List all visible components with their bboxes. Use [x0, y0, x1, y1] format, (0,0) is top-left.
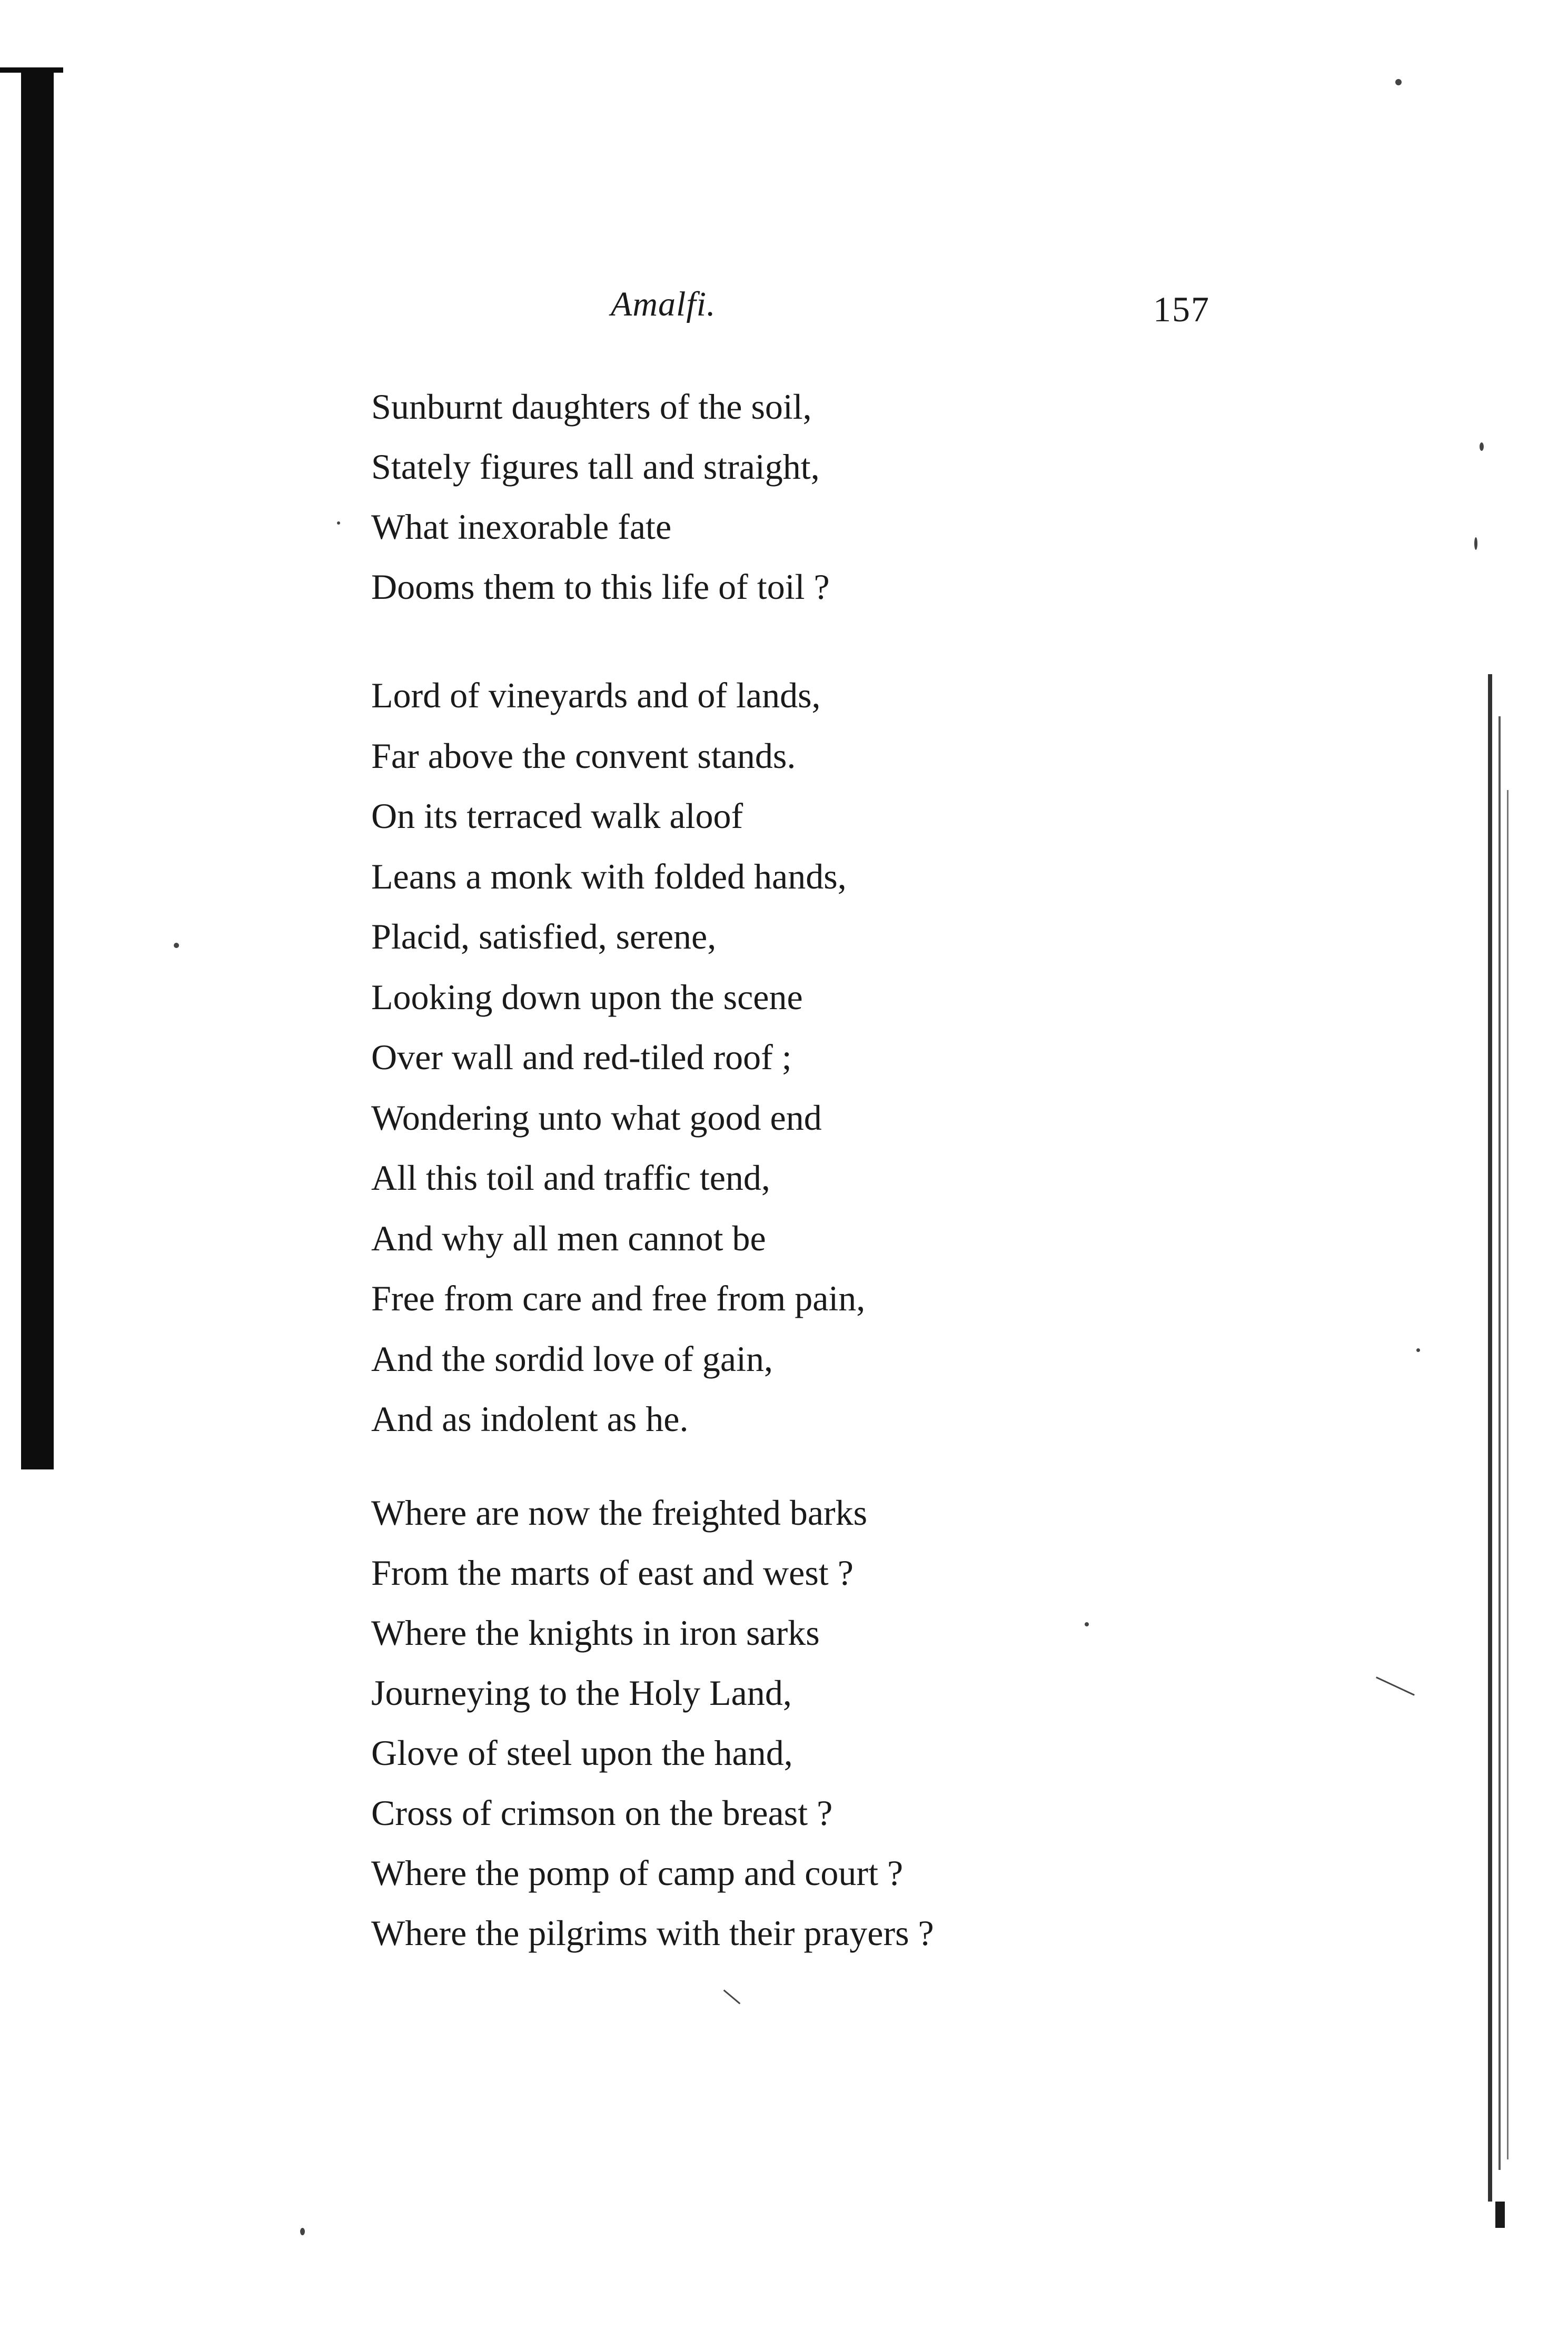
poem-line: Glove of steel upon the hand,: [371, 1733, 793, 1773]
scan-mark: [723, 1989, 741, 2004]
scan-mark: [1376, 1676, 1415, 1696]
scan-speck: [1480, 442, 1484, 451]
poem-line: Over wall and red-tiled roof ;: [371, 1037, 792, 1077]
page-number: 157: [1153, 289, 1210, 329]
poem-line: Looking down upon the scene: [371, 976, 803, 1017]
page-edge-rule: [1488, 674, 1492, 2202]
scan-speck: [1416, 1348, 1420, 1352]
poem-line: On its terraced walk aloof: [371, 796, 743, 836]
poem-line: What inexorable fate: [371, 507, 672, 547]
scan-speck: [337, 521, 340, 525]
page-edge-rule: [1498, 716, 1501, 2170]
scan-speck: [300, 2228, 305, 2235]
poem-line: Placid, satisfied, serene,: [371, 916, 717, 956]
scan-speck: [1085, 1622, 1089, 1626]
poem-line: Journeying to the Holy Land,: [371, 1673, 792, 1713]
poem-line: Where the knights in iron sarks: [371, 1613, 820, 1653]
poem-line: And the sordid love of gain,: [371, 1338, 773, 1379]
scan-speck: [1474, 537, 1477, 550]
poem-stanza: [371, 665, 865, 1449]
page-edge-mark: [1495, 2202, 1505, 2228]
poem-line: Dooms them to this life of toil ?: [371, 567, 830, 607]
poem-line: Sunburnt daughters of the soil,: [371, 387, 812, 427]
poem-line: Far above the convent stands.: [371, 735, 796, 776]
poem-line: And as indolent as he.: [371, 1399, 689, 1439]
scan-speck: [174, 943, 179, 948]
scan-speck: [1395, 79, 1402, 85]
poem-stanza: [371, 377, 830, 617]
poem-stanza: [371, 1483, 934, 1963]
poem-line: Cross of crimson on the breast ?: [371, 1793, 833, 1833]
poem-line: Leans a monk with folded hands,: [371, 856, 847, 896]
poem-line: Free from care and free from pain,: [371, 1278, 866, 1318]
poem-line: And why all men cannot be: [371, 1218, 766, 1258]
poem-line: Stately figures tall and straight,: [371, 447, 820, 487]
poem-line: From the marts of east and west ?: [371, 1553, 854, 1593]
binding-shadow-bar: [21, 68, 54, 1469]
poem-line: Where the pilgrims with their prayers ?: [371, 1913, 934, 1953]
poem-line: Lord of vineyards and of lands,: [371, 675, 821, 715]
running-title: Amalfi.: [611, 285, 716, 323]
page-edge-rule: [1507, 790, 1509, 2159]
poem-line: All this toil and traffic tend,: [371, 1158, 770, 1198]
poem-line: Wondering unto what good end: [371, 1097, 822, 1138]
poem-line: Where the pomp of camp and court ?: [371, 1853, 904, 1893]
poem-line: Where are now the freighted barks: [371, 1493, 868, 1533]
